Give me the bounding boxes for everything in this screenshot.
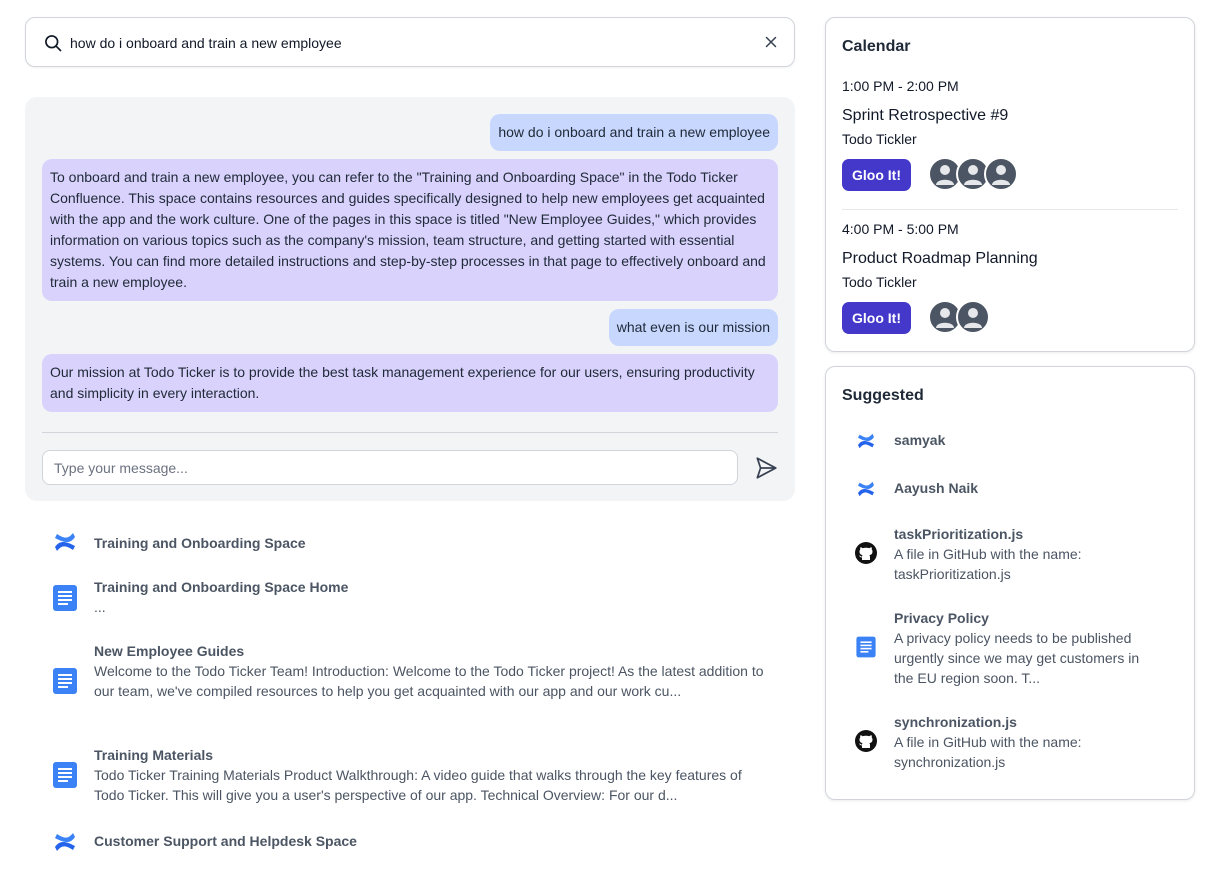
suggested-item-description: A privacy policy needs to be published urgently since we may get customers in the EU region soon. T... <box>894 630 1140 686</box>
suggested-item-description: A file in GitHub with the name: synchronization.js <box>894 734 1082 770</box>
suggested-card <box>825 366 1195 800</box>
confluence-icon <box>854 477 878 501</box>
result-title: Training Materials <box>94 747 214 763</box>
avatar <box>984 157 1018 191</box>
gloo-it-button[interactable]: Gloo It! <box>842 302 911 334</box>
user-message: what even is our mission <box>609 309 778 346</box>
result-title: Training and Onboarding Space <box>94 535 306 551</box>
result-title: New Employee Guides <box>94 643 245 659</box>
event-time: 4:00 PM - 5:00 PM <box>842 221 959 237</box>
chat-panel <box>25 97 795 501</box>
close-icon[interactable] <box>762 33 780 51</box>
event-divider <box>842 209 1178 210</box>
document-icon <box>50 760 80 790</box>
chat-divider <box>42 432 778 433</box>
suggested-item-title: samyak <box>894 432 946 448</box>
confluence-icon <box>50 527 80 557</box>
calendar-title: Calendar <box>842 38 911 55</box>
result-description: ... <box>94 599 106 615</box>
gloo-it-button[interactable]: Gloo It! <box>842 159 911 191</box>
suggested-item-title: taskPrioritization.js <box>894 526 1024 542</box>
assistant-message: To onboard and train a new employee, you can refer to the "Training and Onboarding Space" in the Todo Ticker Confluence. This space contains resources and guides specifically designed to help new employees get acquainted with the app and the work culture. One of the pages in this space is titled "New Employee Guides," which provides information on various topics such as the company's mission, team structure, and getting started with essential systems. You can find more detailed instructions and step-by-step processes in that page to effectively onboard and train a new employee. <box>42 159 778 301</box>
event-time: 1:00 PM - 2:00 PM <box>842 78 959 94</box>
avatar <box>956 300 990 334</box>
suggested-title: Suggested <box>842 387 924 404</box>
search-input[interactable]: how do i onboard and train a new employee <box>70 35 342 51</box>
document-icon <box>50 666 80 696</box>
event-name: Product Roadmap Planning <box>842 250 1038 267</box>
event-organization: Todo Tickler <box>842 274 917 290</box>
suggested-item-title: Aayush Naik <box>894 480 979 496</box>
suggested-item-title: synchronization.js <box>894 714 1017 730</box>
result-description: Welcome to the Todo Ticker Team! Introduction: Welcome to the Todo Ticker project! As the latest addition to our team, we've compiled resources to help you get acquainted with our app and our work cu... <box>94 663 764 699</box>
search-bar[interactable] <box>25 17 795 67</box>
result-title: Training and Onboarding Space Home <box>94 579 349 595</box>
chat-message-input[interactable] <box>42 450 738 485</box>
github-icon <box>854 541 878 565</box>
document-icon <box>50 583 80 613</box>
search-icon <box>43 33 63 53</box>
calendar-card <box>825 17 1195 352</box>
event-name: Sprint Retrospective #9 <box>842 107 1009 124</box>
result-title: Customer Support and Helpdesk Space <box>94 833 357 849</box>
send-icon[interactable] <box>753 455 779 481</box>
suggested-item-title: Privacy Policy <box>894 610 989 626</box>
github-icon <box>854 729 878 753</box>
confluence-icon <box>50 827 80 857</box>
suggested-item-description: A file in GitHub with the name: taskPrioritization.js <box>894 546 1082 582</box>
assistant-message: Our mission at Todo Ticker is to provide the best task management experience for our users, ensuring productivity and simplicity in every interaction. <box>42 354 778 412</box>
event-organization: Todo Tickler <box>842 131 917 147</box>
result-description: Todo Ticker Training Materials Product Walkthrough: A video guide that walks through the key features of Todo Ticker. This will give you a user's perspective of our app. Technical Overview: For our d... <box>94 767 742 803</box>
document-icon <box>854 635 878 659</box>
confluence-icon <box>854 429 878 453</box>
user-message: how do i onboard and train a new employee <box>490 114 778 151</box>
